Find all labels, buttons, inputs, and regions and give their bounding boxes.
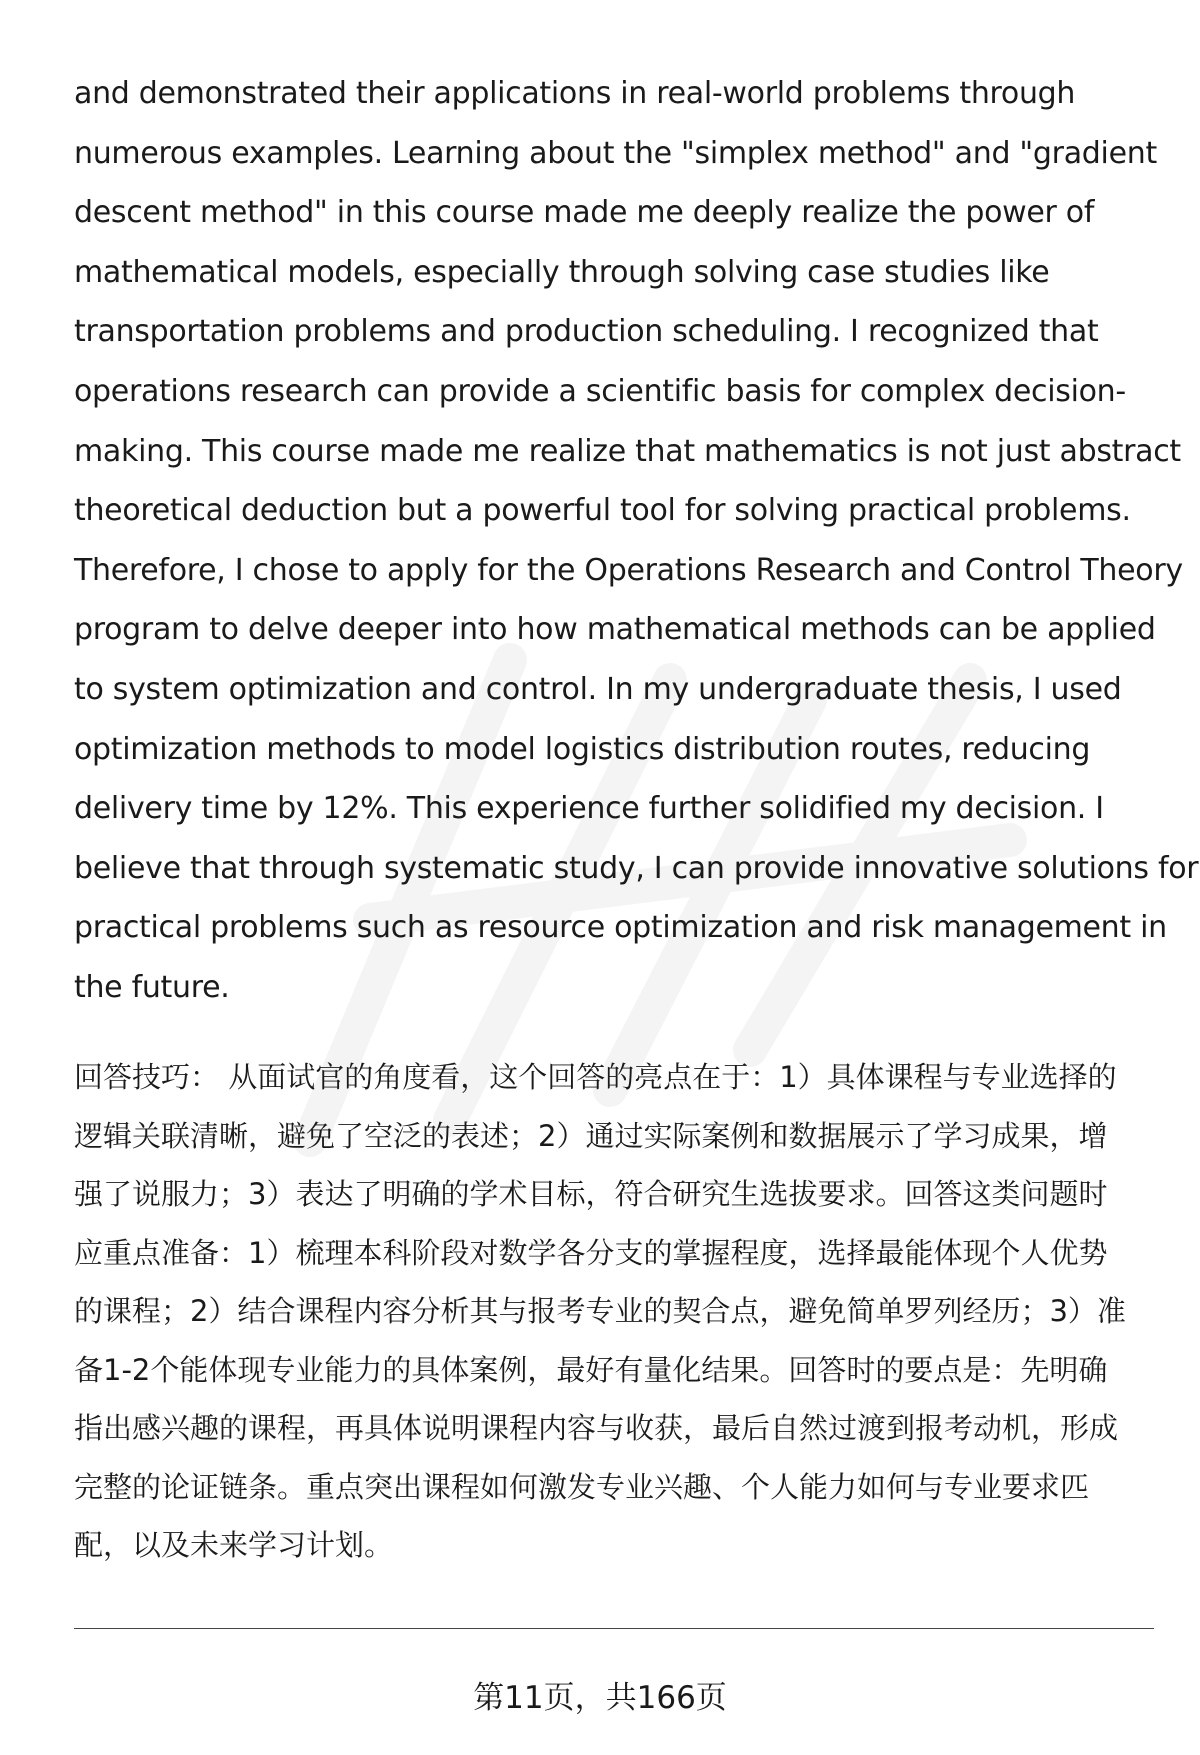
page-number: 第11页，共166页 bbox=[473, 1680, 727, 1716]
text-line: the future. bbox=[74, 969, 230, 1005]
text-line: 配，以及未来学习计划。 bbox=[74, 1528, 394, 1562]
english-paragraph bbox=[74, 64, 1199, 1018]
text-line: mathematical models, especially through solving case studies like bbox=[74, 254, 1050, 290]
text-line: descent method" in this course made me deeply realize the power of bbox=[74, 195, 1095, 231]
text-line: believe that through systematic study, I can provide innovative solutions for bbox=[74, 850, 1199, 886]
text-line: optimization methods to model logistics distribution routes, reducing bbox=[74, 731, 1091, 767]
text-line: Therefore, I chose to apply for the Operations Research and Control Theory bbox=[74, 552, 1183, 588]
answer-tips-paragraph bbox=[74, 1048, 1164, 1575]
text-line: 指出感兴趣的课程，再具体说明课程内容与收获，最后自然过渡到报考动机，形成 bbox=[74, 1411, 1119, 1445]
text-line: operations research can provide a scientific basis for complex decision- bbox=[74, 373, 1126, 409]
text-line: 完整的论证链条。重点突出课程如何激发专业兴趣、个人能力如何与专业要求匹 bbox=[74, 1469, 1090, 1504]
text-line: numerous examples. Learning about the "simplex method" and "gradient bbox=[74, 135, 1157, 171]
text-line: practical problems such as resource optimization and risk management in bbox=[74, 910, 1167, 946]
text-line: 回答技巧： 从面试官的角度看，这个回答的亮点在于：1）具体课程与专业选择的 bbox=[74, 1060, 1117, 1094]
text-line: 强了说服力；3）表达了明确的学术目标，符合研究生选拔要求。回答这类问题时 bbox=[74, 1177, 1108, 1211]
text-line: to system optimization and control. In my undergraduate thesis, I used bbox=[74, 671, 1122, 707]
text-line: transportation problems and production scheduling. I recognized that bbox=[74, 314, 1099, 350]
text-line: 的课程；2）结合课程内容分析其与报考专业的契合点，避免简单罗列经历；3）准 bbox=[74, 1294, 1126, 1328]
text-line: 应重点准备：1）梳理本科阶段对数学各分支的掌握程度，选择最能体现个人优势 bbox=[74, 1235, 1108, 1270]
text-line: 逻辑关联清晰，避免了空泛的表述；2）通过实际案例和数据展示了学习成果，增 bbox=[74, 1118, 1108, 1153]
text-line: and demonstrated their applications in real-world problems through bbox=[74, 76, 1076, 111]
text-line: delivery time by 12%. This experience further solidified my decision. I bbox=[74, 791, 1104, 827]
text-line: 备1-2个能体现专业能力的具体案例，最好有量化结果。回答时的要点是：先明确 bbox=[74, 1352, 1108, 1387]
footer-divider bbox=[74, 1628, 1154, 1629]
text-line: program to delve deeper into how mathematical methods can be applied bbox=[74, 612, 1156, 648]
text-line: theoretical deduction but a powerful tool for solving practical problems. bbox=[74, 493, 1131, 529]
text-line: making. This course made me realize that mathematics is not just abstract bbox=[74, 433, 1181, 469]
